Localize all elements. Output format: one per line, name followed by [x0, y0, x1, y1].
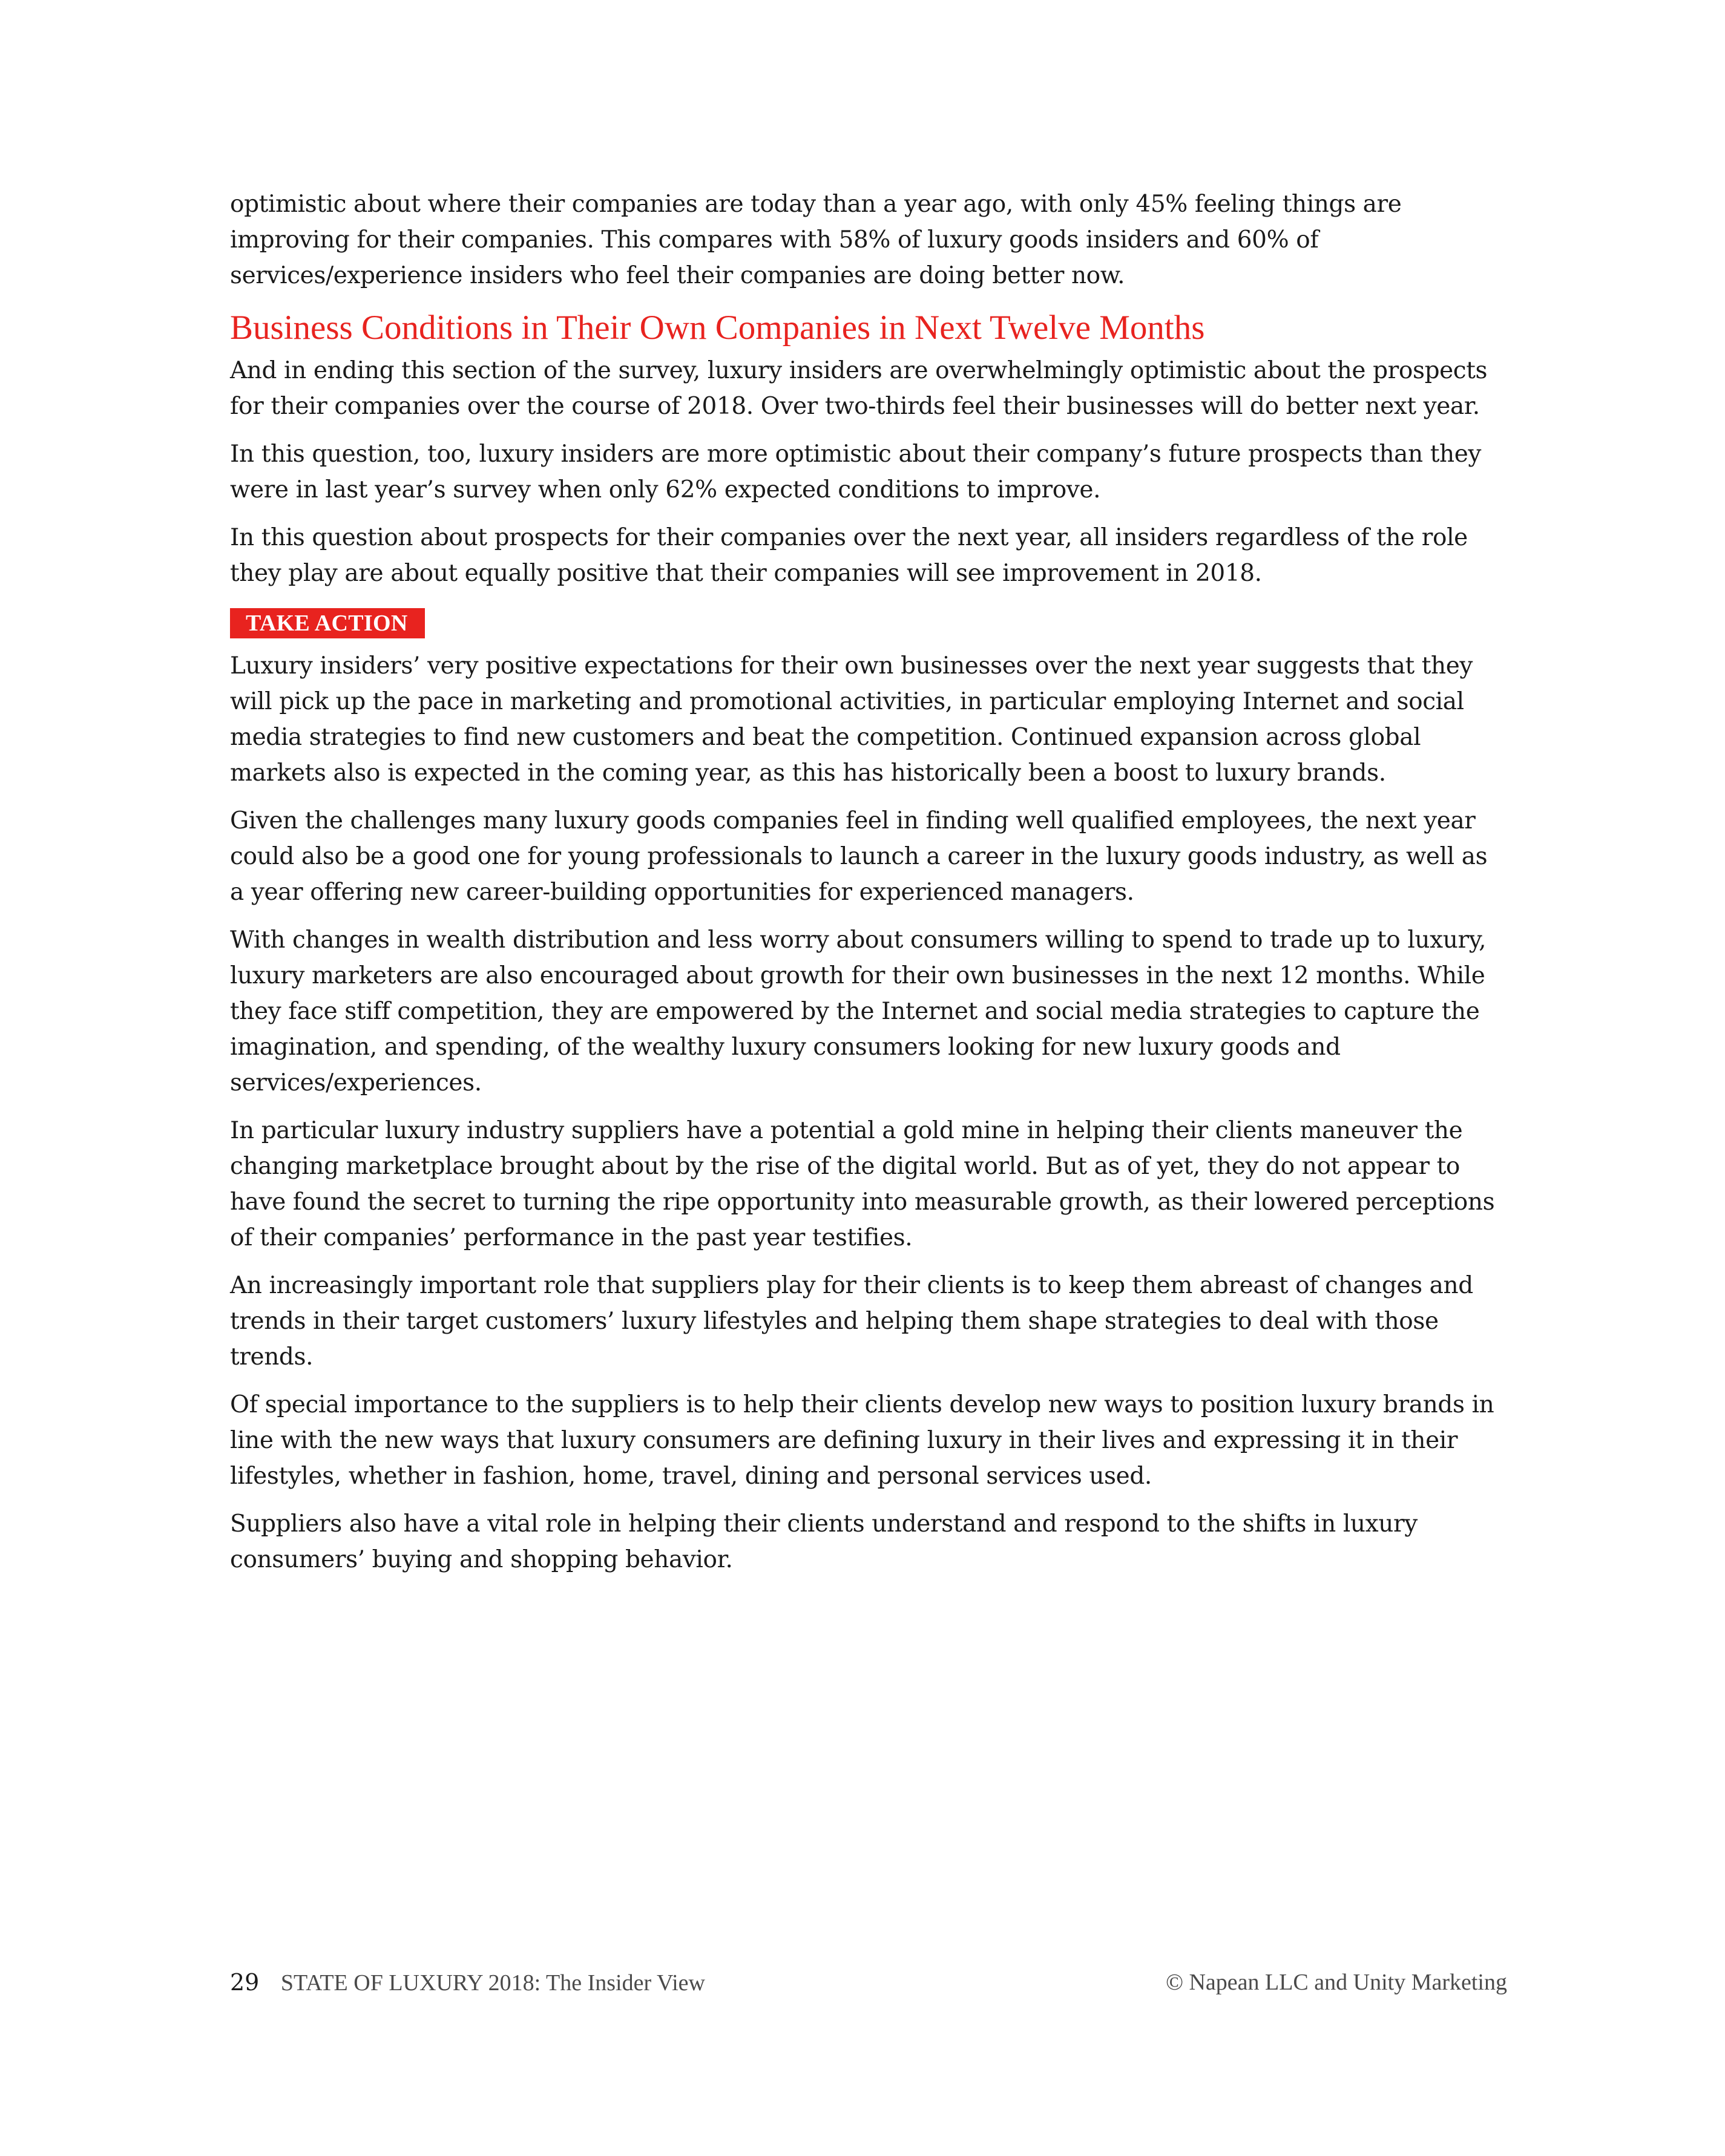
take-action-paragraph-7: Suppliers also have a vital role in helping their clients understand and respond to the shifts in luxury consumers’ buying and shopping behavior.	[230, 1510, 1418, 1573]
take-action-paragraph-4: In particular luxury industry suppliers have a potential a gold mine in helping their clients maneuver the changing marketplace brought about by the rise of the digital world. But as of yet, they do not appear to have found the secret to turning the ripe opportunity into measurable growth, as their lowered perceptions of their companies’ performance in the past year testifies.	[230, 1117, 1495, 1251]
intro-paragraph: optimistic about where their companies are today than a year ago, with only 45% feeling things are improving for their companies. This compares with 58% of luxury goods insiders and 60% of services/experience insiders who feel their companies are doing better now.	[230, 191, 1402, 289]
page-content	[230, 186, 1507, 1590]
take-action-label: TAKE ACTION	[230, 608, 425, 638]
take-action-paragraph-2: Given the challenges many luxury goods companies feel in finding well qualified employees, the next year could also be a good one for young professionals to launch a career in the luxury goods industry, as well as a year offering new career-building opportunities for experienced managers.	[230, 807, 1488, 906]
section-paragraph-1: And in ending this section of the survey, luxury insiders are overwhelmingly optimistic about the prospects for their companies over the course of 2018. Over two-thirds feel their businesses will do better next year.	[230, 357, 1488, 420]
page-footer	[230, 1965, 1507, 1999]
section-paragraph-2: In this question, too, luxury insiders are more optimistic about their company’s future prospects than they were in last year’s survey when only 62% expected conditions to improve.	[230, 441, 1482, 503]
take-action-paragraph-6: Of special importance to the suppliers is to help their clients develop new ways to position luxury brands in line with the new ways that luxury consumers are defining luxury in their lives and expressing it in their lifestyles, whether in fashion, home, travel, dining and personal services used.	[230, 1391, 1494, 1490]
publication-title: STATE OF LUXURY 2018: The Insider View	[280, 1970, 705, 1996]
section-paragraph-3: In this question about prospects for their companies over the next year, all insiders regardless of the role they play are about equally positive that their companies will see improvement in 2018.	[230, 524, 1468, 587]
page-number: 29	[230, 1969, 260, 1996]
take-action-paragraph-5: An increasingly important role that suppliers play for their clients is to keep them abreast of changes and trends in their target customers’ luxury lifestyles and helping them shape strategies to deal with those trends.	[230, 1272, 1473, 1371]
section-heading: Business Conditions in Their Own Companies in Next Twelve Months	[230, 309, 1205, 347]
take-action-paragraph-3: With changes in wealth distribution and less worry about consumers willing to spend to trade up to luxury, luxury marketers are also encouraged about growth for their own businesses in the next 12 months. While they face stiff competition, they are empowered by the Internet and social media strategies to capture the imagination, and spending, of the wealthy luxury consumers looking for new luxury goods and services/experiences.	[230, 926, 1487, 1096]
copyright-notice: © Napean LLC and Unity Marketing	[1166, 1970, 1507, 1995]
take-action-banner	[230, 608, 1507, 638]
take-action-paragraph-1: Luxury insiders’ very positive expectations for their own businesses over the next year suggests that they will pick up the pace in marketing and promotional activities, in particular employing Internet and social media strategies to find new customers and beat the competition. Continued expansion across global markets also is expected in the coming year, as this has historically been a boost to luxury brands.	[230, 652, 1473, 787]
